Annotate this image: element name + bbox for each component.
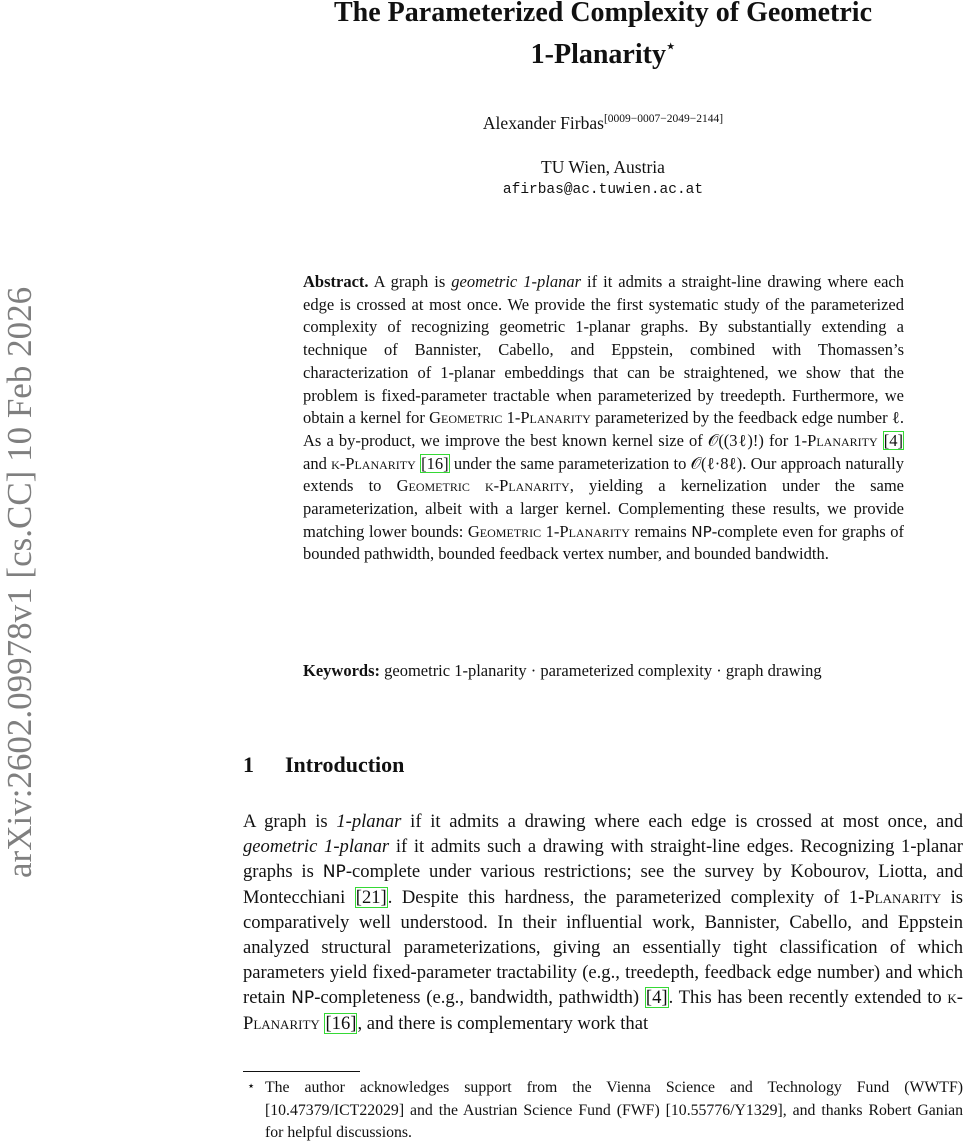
footnote-mark: ⋆ xyxy=(247,1078,256,1093)
problem-name: 1-Planarity xyxy=(848,887,942,908)
intro-term: geometric 1-planar xyxy=(243,836,390,857)
intro-text: if it admits a drawing where each edge is crossed at most once, and xyxy=(410,811,963,832)
problem-name: k-Planarity xyxy=(331,453,416,473)
intro-text: is comparatively well understood. In their influential work, Bannister, Cabello, and Eppstein analyzed structural parameterizations, giving an essentially tight classification of which parameters yield fixed-parameter tractability (e.g., treedepth, feedback edge number) and which retain xyxy=(243,887,963,1008)
section-heading xyxy=(243,752,404,778)
abstract-text: A graph is xyxy=(373,272,446,291)
citation-number[interactable]: 16 xyxy=(331,1013,351,1034)
intro-text: if it admits such a drawing with straight-line edges. Recognizing 1-planar graphs is xyxy=(243,836,963,882)
orcid-link[interactable]: [0009−0007−2049−2144] xyxy=(603,113,724,125)
author-name: Alexander Firbas xyxy=(482,113,604,133)
citation-number[interactable]: 16 xyxy=(426,453,444,473)
footnote-rule xyxy=(243,1071,360,1072)
abstract-term: geometric 1-planar xyxy=(451,272,582,291)
affiliation: TU Wien, Austria xyxy=(541,157,665,177)
problem-name: k-Planarity xyxy=(243,987,963,1034)
author-line xyxy=(243,113,963,134)
intro-text: A graph is xyxy=(243,811,328,832)
title-line-2: 1-Planarity xyxy=(530,39,666,70)
footnote-text: The author acknowledges support from the Vienna Science and Technology Fund (WWTF) [10.47379/ICT22029] and the Austrian Science Fund (FWF) [10.55776/Y1329], and thanks Robert Ganian for helpful discussions. xyxy=(265,1079,963,1141)
intro-text: -complete under various restrictions; see the survey by Kobourov, Liotta, and Montecchiani xyxy=(243,861,963,908)
citation-number[interactable]: 4 xyxy=(652,987,662,1008)
abstract-text: under the same parameterization to 𝒪(ℓ·8ℓ). Our approach naturally extends to xyxy=(303,453,905,496)
citation-link[interactable]: [21] xyxy=(355,887,387,908)
section-number: 1 xyxy=(243,752,254,777)
abstract-text: remains xyxy=(634,521,687,541)
keywords xyxy=(303,660,904,682)
abstract-text: if it admits a straight-line drawing where each edge is crossed at most once. We provide the first systematic study of the parameterized complexity of recognizing geometric 1-planar graphs. By substantially extending a technique of Bannister, Cabello, and Eppstein, combined with Thomassen’s characterization of 1-planar embeddings that can be straightened, we show that the problem is fixed-parameter tractable when parameterized by treedepth. Furthermore, we obtain a kernel for xyxy=(303,272,904,428)
section-title: Introduction xyxy=(285,752,405,777)
citation-number[interactable]: 21 xyxy=(361,887,381,908)
problem-name: 1-Planarity xyxy=(793,430,878,450)
footnote xyxy=(243,1077,963,1145)
title-line-1: The Parameterized Complexity of Geometric xyxy=(333,0,872,28)
problem-name: Geometric 1-Planarity xyxy=(429,408,591,428)
keywords-text: geometric 1-planarity · parameterized complexity · graph drawing xyxy=(384,661,822,680)
complexity-class: NP xyxy=(322,862,346,882)
intro-term: 1-planar xyxy=(336,811,402,832)
paper-title xyxy=(243,0,963,72)
abstract xyxy=(303,271,904,566)
title-footnote-mark[interactable]: ⋆ xyxy=(665,39,676,55)
arxiv-identifier: arXiv:2602.09978v1 [cs.CC] 10 Feb 2026 xyxy=(0,286,39,878)
abstract-label: Abstract. xyxy=(303,272,369,291)
author-email[interactable]: afirbas@ac.tuwien.ac.at xyxy=(502,182,704,198)
citation-link[interactable]: [4] xyxy=(645,987,668,1008)
citation-link[interactable]: [4] xyxy=(883,430,904,450)
complexity-class: NP xyxy=(691,522,712,541)
abstract-text: , yielding a kernelization under the same parameterization, albeit with a larger kernel. Complementing these results, we provide matching lower bounds: xyxy=(303,476,904,541)
keywords-label: Keywords: xyxy=(303,661,380,680)
citation-link[interactable]: [16] xyxy=(325,1013,357,1034)
intro-text: . This has been recently extended to xyxy=(668,987,942,1008)
problem-name: Geometric k-Planarity xyxy=(396,476,570,496)
intro-text: -completeness (e.g., bandwidth, pathwidth) xyxy=(314,987,640,1008)
citation-number[interactable]: 4 xyxy=(889,430,898,450)
introduction-paragraph xyxy=(243,809,963,1036)
intro-text: , and there is complementary work that xyxy=(357,1013,649,1034)
abstract-text: and xyxy=(303,453,327,473)
intro-text: . Despite this hardness, the parameterized complexity of xyxy=(387,887,840,908)
citation-link[interactable]: [16] xyxy=(421,453,449,473)
problem-name: Geometric 1-Planarity xyxy=(467,521,630,541)
complexity-class: NP xyxy=(291,988,315,1008)
abstract-text: -complete even for graphs of bounded pathwidth, bounded feedback vertex number, and bounded bandwidth. xyxy=(303,521,904,564)
abstract-text: parameterized by the feedback edge number ℓ. As a by-product, we improve the best known kernel size of 𝒪((3ℓ)!) for xyxy=(303,408,905,450)
